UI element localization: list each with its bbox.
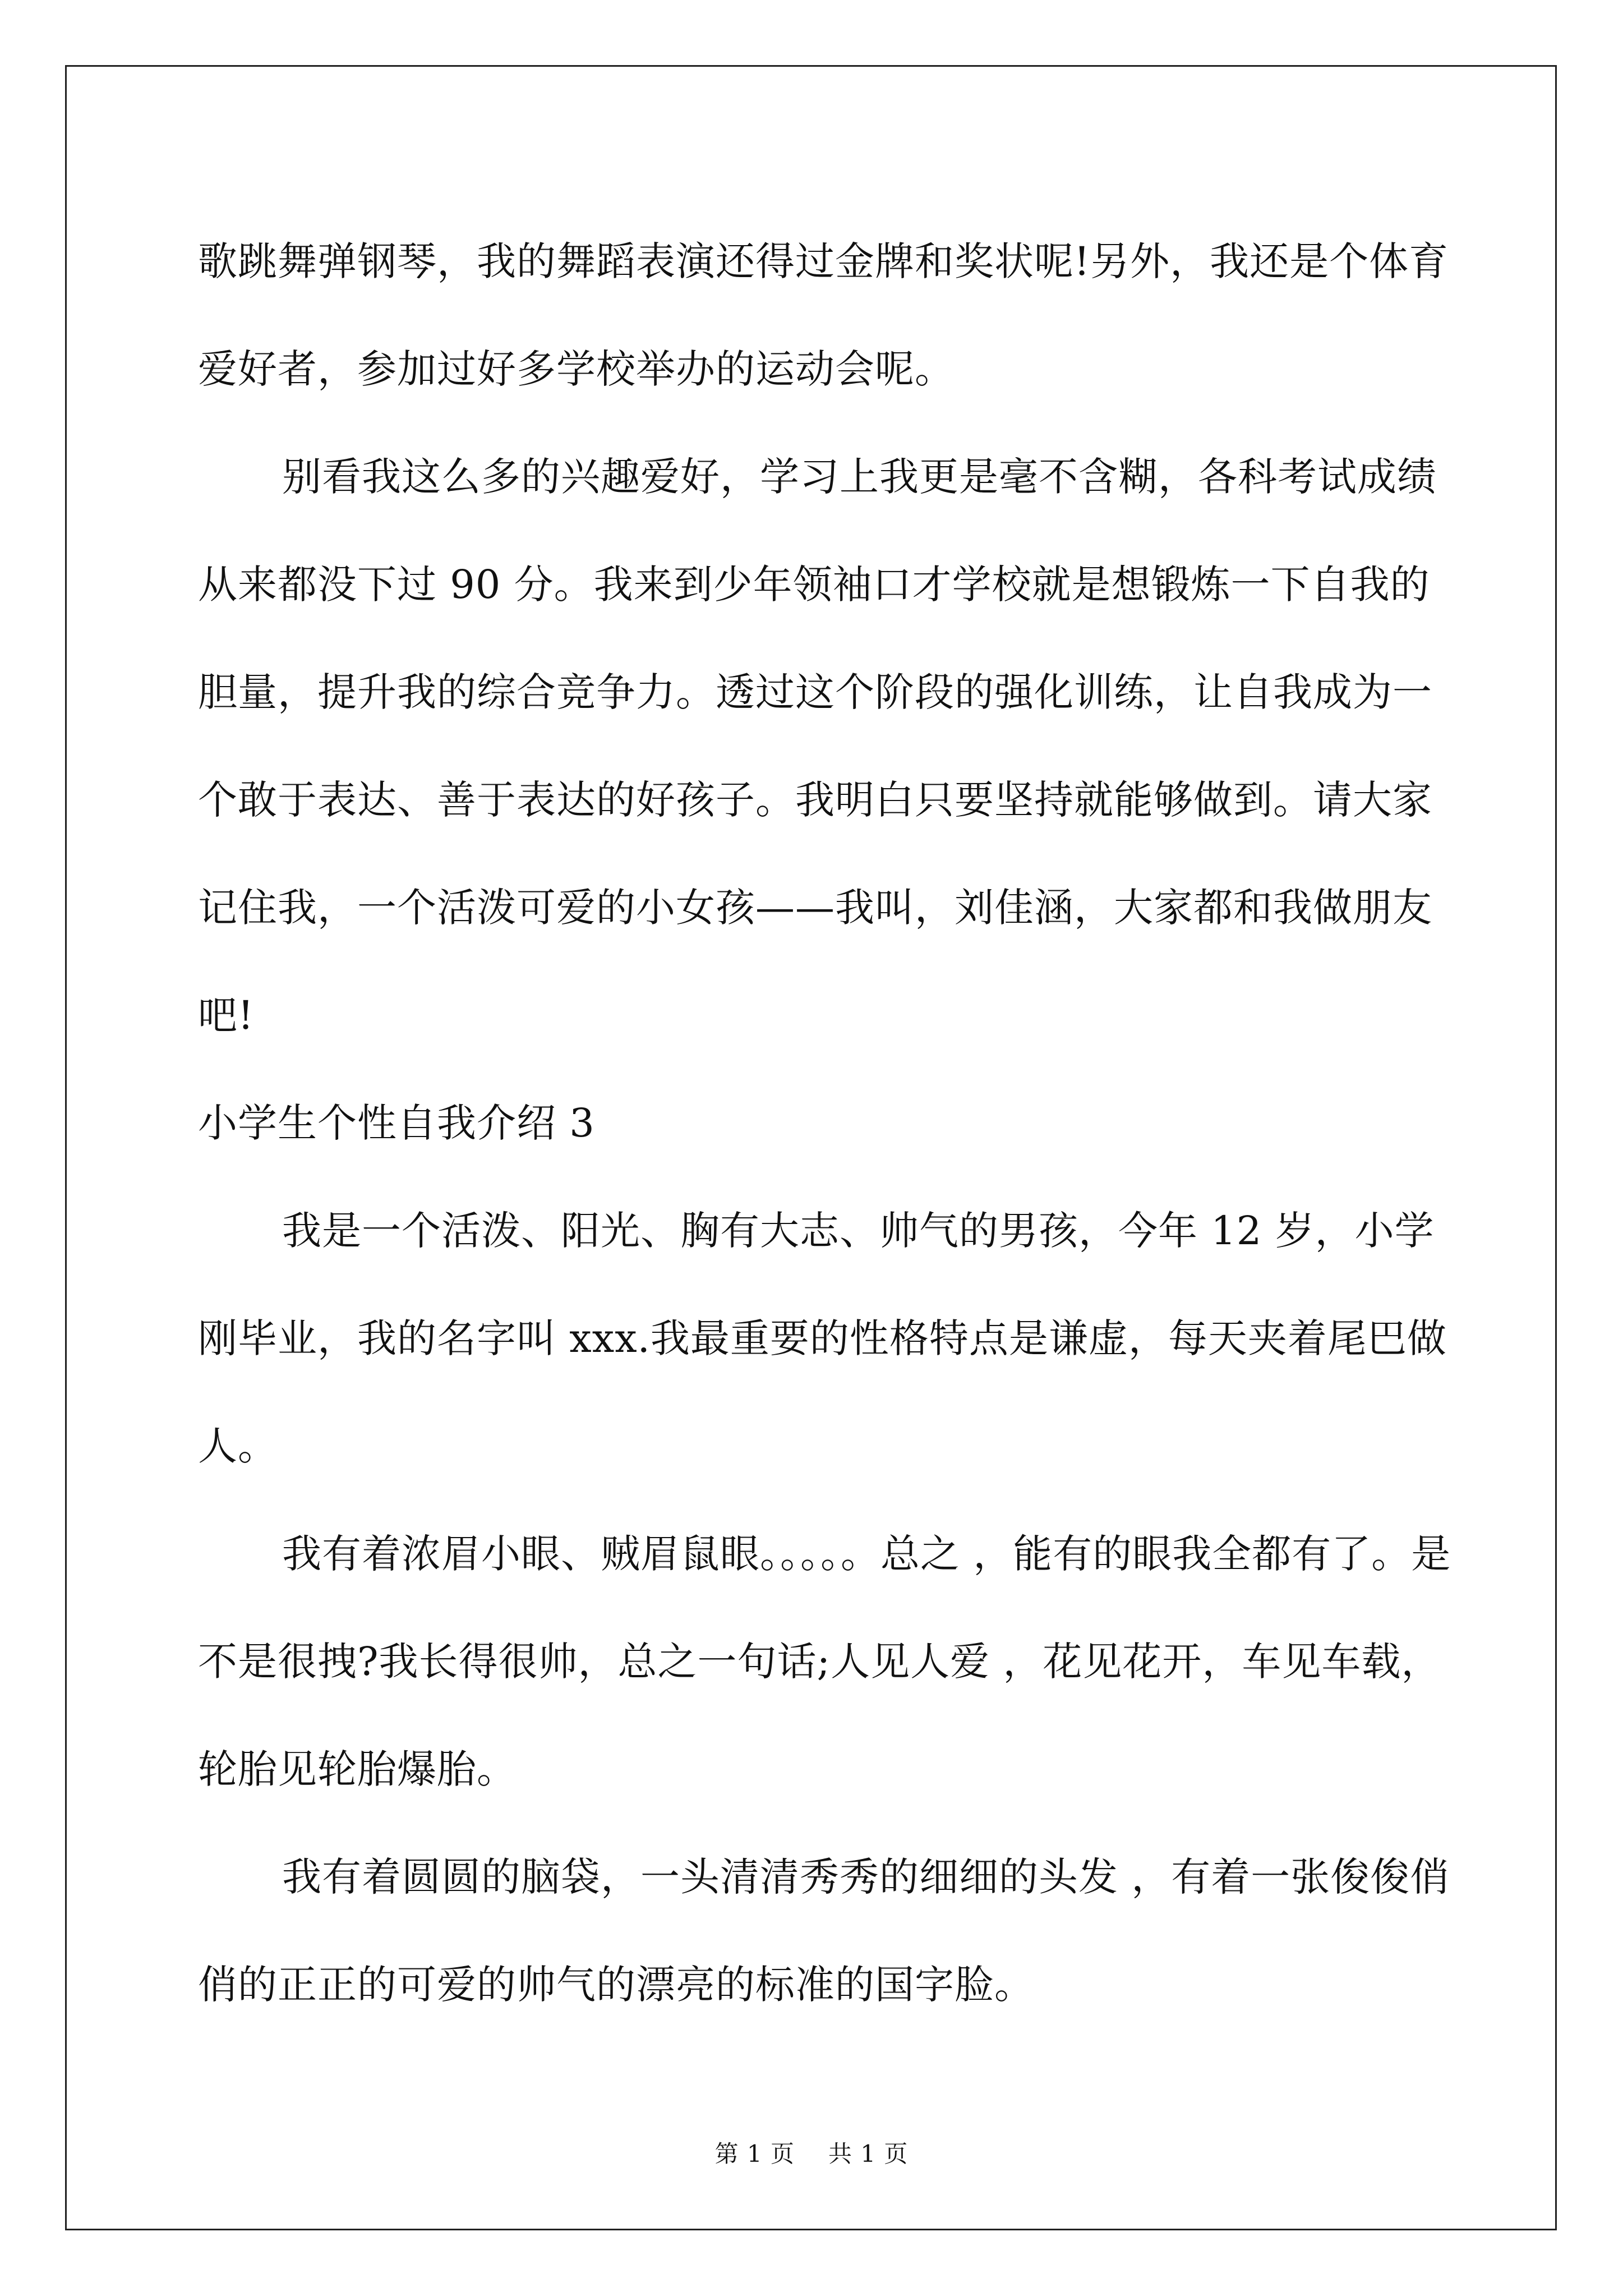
page-total: 共 1 页: [828, 2140, 909, 2168]
section-heading: 小学生个性自我介绍 3: [198, 1100, 595, 1146]
paragraph: 我有着浓眉小眼、贼眉鼠眼。。。。。总之 ，能有的眼我全都有了。是不是很拽?我长得很帅，总之一句话;人见人爱 ，花见花开，车见车载，轮胎见轮胎爆胎。: [198, 1531, 1451, 1792]
page-footer: [0, 2137, 1623, 2171]
paragraph: 我有着圆圆的脑袋，一头清清秀秀的细细的头发 ，有着一张俊俊俏俏的正正的可爱的帅气的漂亮的标准的国字脸。: [198, 1854, 1450, 2008]
document-body: [198, 208, 1454, 2039]
paragraph: 歌跳舞弹钢琴，我的舞蹈表演还得过金牌和奖状呢!另外，我还是个体育爱好者，参加过好多学校举办的运动会呢。: [198, 238, 1449, 392]
paragraph: 别看我这么多的兴趣爱好，学习上我更是毫不含糊，各科考试成绩从来都没下过 90 分。我来到少年领袖口才学校就是想锻炼一下自我的胆量，提升我的综合竞争力。透过这个阶段的强化训练，让自我成为一个敢于表达、善于表达的好孩子。我明白只要坚持就能够做到。请大家记住我，一个活泼可爱的小女孩——我叫，刘佳涵，大家都和我做朋友吧!: [198, 454, 1437, 1038]
paragraph: 我是一个活泼、阳光、胸有大志、帅气的男孩，今年 12 岁，小学刚毕业，我的名字叫 xxx.我最重要的性格特点是谦虚，每天夹着尾巴做人。: [198, 1208, 1447, 1469]
page-number: 第 1 页: [714, 2140, 795, 2168]
